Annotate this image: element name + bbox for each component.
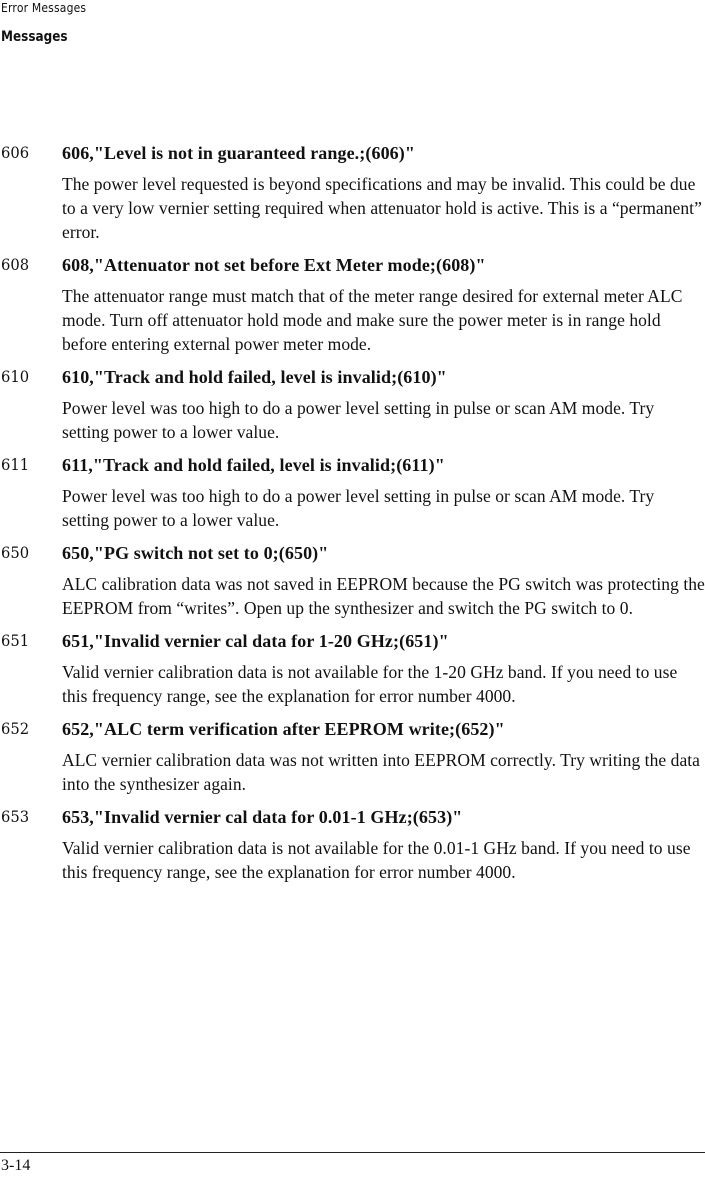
- error-description: Power level was too high to do a power level setting in pulse or scan AM mode. Try setting power to a lower value.: [62, 398, 655, 442]
- error-entry-606: [0, 138, 705, 244]
- error-entry-608: [0, 250, 705, 356]
- error-title: 610,"Track and hold failed, level is invalid;(610)": [62, 367, 447, 387]
- error-code: 651: [1, 631, 30, 650]
- error-title: 650,"PG switch not set to 0;(650)": [62, 543, 329, 563]
- section-title: Messages: [1, 29, 68, 45]
- error-entry-652: [0, 714, 705, 796]
- error-title: 653,"Invalid vernier cal data for 0.01-1 GHz;(653)": [62, 807, 463, 827]
- error-message-list: [0, 138, 705, 890]
- error-code: 650: [1, 543, 30, 562]
- error-entry-611: [0, 450, 705, 532]
- error-description: ALC vernier calibration data was not written into EEPROM correctly. Try writing the data into the synthesizer again.: [62, 750, 700, 794]
- error-code: 606: [1, 143, 30, 162]
- error-description: Valid vernier calibration data is not available for the 1-20 GHz band. If you need to use this frequency range, see the explanation for error number 4000.: [62, 662, 678, 706]
- error-description: Power level was too high to do a power level setting in pulse or scan AM mode. Try setting power to a lower value.: [62, 486, 655, 530]
- page-number: 3-14: [1, 1157, 31, 1174]
- error-entry-653: [0, 802, 705, 884]
- error-title: 606,"Level is not in guaranteed range.;(606)": [62, 143, 415, 163]
- error-title: 611,"Track and hold failed, level is invalid;(611)": [62, 455, 445, 475]
- error-code: 608: [1, 255, 30, 274]
- error-title: 652,"ALC term verification after EEPROM write;(652)": [62, 719, 505, 739]
- running-head: Error Messages: [1, 1, 87, 15]
- error-entry-651: [0, 626, 705, 708]
- error-code: 611: [1, 455, 30, 474]
- error-code: 653: [1, 807, 30, 826]
- error-entry-610: [0, 362, 705, 444]
- error-code: 610: [1, 367, 30, 386]
- error-description: The power level requested is beyond specifications and may be invalid. This could be due to a very low vernier setting required when attenuator hold is active. This is a “permanent” error.: [62, 174, 702, 242]
- error-description: Valid vernier calibration data is not available for the 0.01-1 GHz band. If you need to use this frequency range, see the explanation for error number 4000.: [62, 838, 691, 882]
- error-code: 652: [1, 719, 30, 738]
- error-description: The attenuator range must match that of the meter range desired for external meter ALC mode. Turn off attenuator hold mode and make sure the power meter is in range hold before entering external power meter mode.: [62, 286, 683, 354]
- error-description: ALC calibration data was not saved in EEPROM because the PG switch was protecting the EEPROM from “writes”. Open up the synthesizer and switch the PG switch to 0.: [62, 574, 705, 618]
- error-title: 608,"Attenuator not set before Ext Meter mode;(608)": [62, 255, 486, 275]
- footer-divider: [0, 1152, 705, 1153]
- error-title: 651,"Invalid vernier cal data for 1-20 GHz;(651)": [62, 631, 449, 651]
- error-entry-650: [0, 538, 705, 620]
